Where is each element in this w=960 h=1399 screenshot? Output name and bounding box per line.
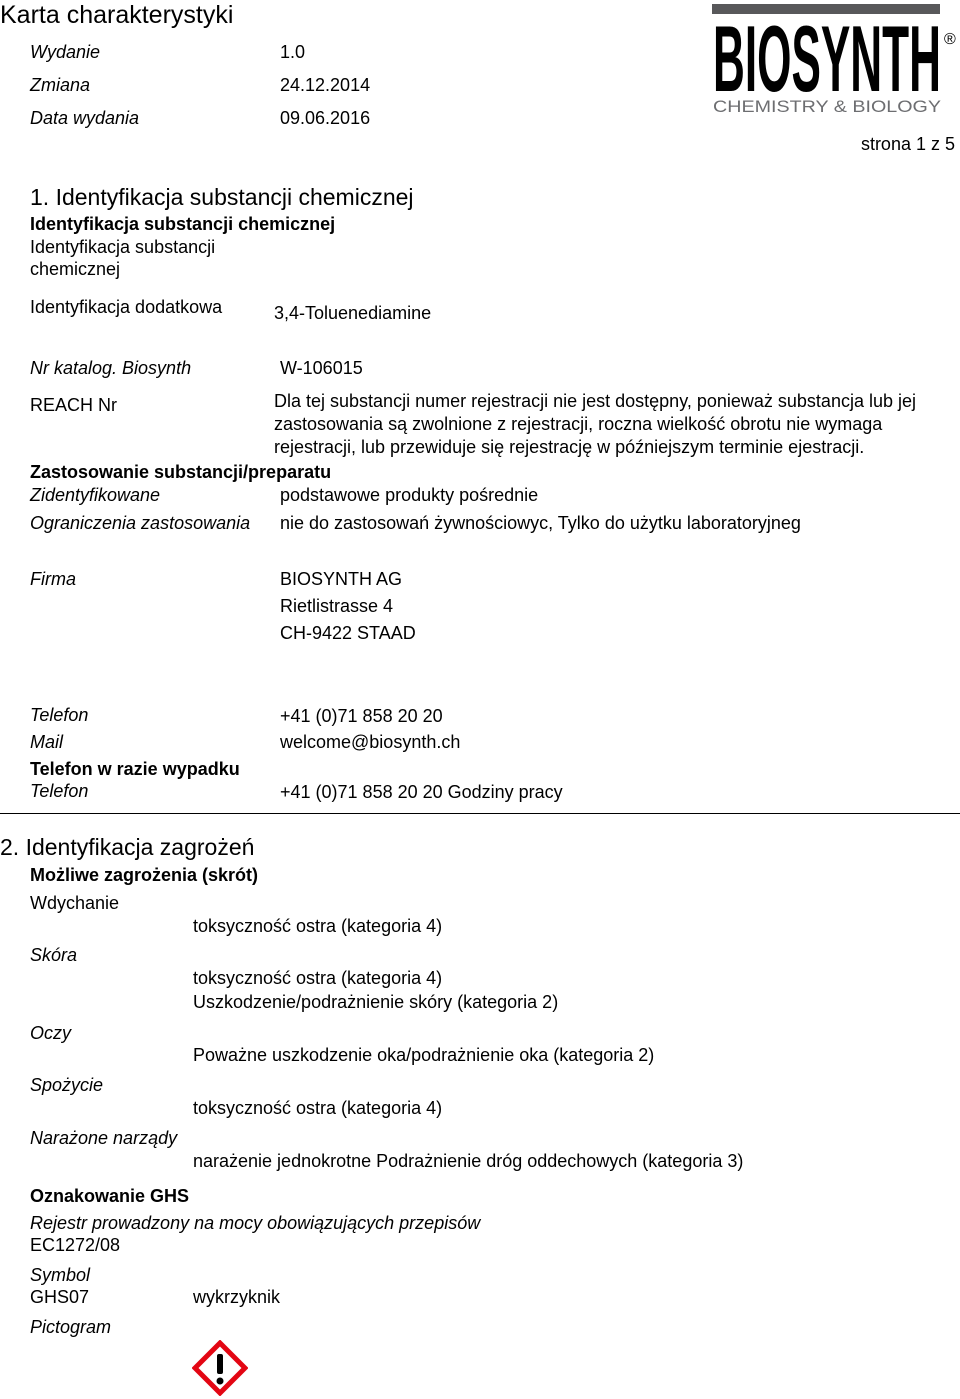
- company-label: Firma: [30, 569, 76, 589]
- biosynth-logo: [712, 4, 960, 116]
- hazard-value-skin-2: Uszkodzenie/podrażnienie skóry (kategoria 2): [193, 992, 559, 1012]
- emergency-title: Telefon w razie wypadku: [30, 759, 240, 779]
- catalog-label: Nr katalog. Biosynth: [30, 358, 192, 378]
- extra-id-label: Identyfikacja dodatkowa: [30, 297, 223, 317]
- hazards-title: Możliwe zagrożenia (skrót): [30, 865, 259, 885]
- section-divider: [0, 813, 960, 814]
- catalog-value: W-106015: [280, 358, 363, 378]
- symbol-code: GHS07: [30, 1287, 90, 1307]
- pictogram-label: Pictogram: [30, 1317, 112, 1337]
- restrictions-value: nie do zastosowań żywnościowyc, Tylko do użytku laboratoryjneg: [280, 513, 801, 533]
- company-street: Rietlistrasse 4: [280, 596, 394, 616]
- usage-title: Zastosowanie substancji/preparatu: [30, 462, 332, 482]
- section-1-subtitle: Identyfikacja substancji chemicznej: [30, 214, 336, 234]
- phone-label: Telefon: [30, 705, 89, 725]
- hazard-value-ingestion: toksyczność ostra (kategoria 4): [193, 1098, 443, 1118]
- reach-label: REACH Nr: [30, 395, 118, 415]
- emergency-phone-label: Telefon: [30, 781, 89, 801]
- document-title: Karta charakterystyki: [0, 1, 234, 29]
- meta-label-change: Zmiana: [30, 75, 91, 95]
- phone-value: +41 (0)71 858 20 20: [280, 706, 443, 726]
- meta-value-edition: 1.0: [280, 42, 306, 62]
- extra-id-value: 3,4-Toluenediamine: [274, 303, 432, 323]
- hazard-label-skin: Skóra: [30, 945, 78, 965]
- substance-id-label: Identyfikacja substancji chemicznej: [30, 237, 216, 279]
- company-city: CH-9422 STAAD: [280, 623, 416, 643]
- symbol-name: wykrzyknik: [193, 1287, 281, 1307]
- emergency-phone-value: +41 (0)71 858 20 20 Godziny pracy: [280, 782, 563, 802]
- meta-label-edition: Wydanie: [30, 42, 101, 62]
- logo-text: BIOSYNTH: [713, 6, 941, 111]
- section-1-title: 1. Identyfikacja substancji chemicznej: [30, 184, 414, 210]
- page-number: strona 1 z 5: [860, 134, 955, 154]
- register-value: EC1272/08: [30, 1235, 121, 1255]
- hazard-label-ingestion: Spożycie: [30, 1075, 104, 1095]
- hazard-label-inhalation: Wdychanie: [30, 893, 120, 913]
- meta-label-issue-date: Data wydania: [30, 108, 140, 128]
- mail-value[interactable]: welcome@biosynth.ch: [280, 732, 461, 752]
- restrictions-label: Ograniczenia zastosowania: [30, 513, 251, 533]
- hazard-value-organs: narażenie jednokrotne Podrażnienie dróg oddechowych (kategoria 3): [193, 1151, 744, 1171]
- identified-value: podstawowe produkty pośrednie: [280, 485, 539, 505]
- reach-value: Dla tej substancji numer rejestracji nie jest dostępny, ponieważ substancja lub jej zastosowania są zwolnione z rejestracji, roczna wielkość obrotu nie wymaga rejestracji, lub przewiduje się rejestrację w późniejszym terminie ejestracji.: [274, 391, 916, 457]
- register-label: Rejestr prowadzony na mocy obowiązujących przepisów: [30, 1213, 481, 1233]
- ghs-title: Oznakowanie GHS: [30, 1186, 190, 1206]
- identified-label: Zidentyfikowane: [30, 485, 161, 505]
- company-name: BIOSYNTH AG: [280, 569, 403, 589]
- exclamation-mark-icon: [192, 1340, 248, 1396]
- hazard-value-skin-1: toksyczność ostra (kategoria 4): [193, 968, 443, 988]
- hazard-value-eyes: Poważne uszkodzenie oka/podrażnienie oka (kategoria 2): [193, 1045, 655, 1065]
- hazard-label-eyes: Oczy: [30, 1023, 72, 1043]
- logo-subtitle: CHEMISTRY & BIOLOGY: [713, 97, 941, 116]
- symbol-label: Symbol: [30, 1265, 91, 1285]
- mail-label: Mail: [30, 732, 64, 752]
- section-2-title: 2. Identyfikacja zagrożeń: [0, 834, 255, 860]
- hazard-label-organs: Narażone narządy: [30, 1128, 178, 1148]
- meta-value-change: 24.12.2014: [280, 75, 371, 95]
- hazard-value-inhalation: toksyczność ostra (kategoria 4): [193, 916, 443, 936]
- logo-registered: ®: [944, 31, 956, 48]
- meta-value-issue-date: 09.06.2016: [280, 108, 371, 128]
